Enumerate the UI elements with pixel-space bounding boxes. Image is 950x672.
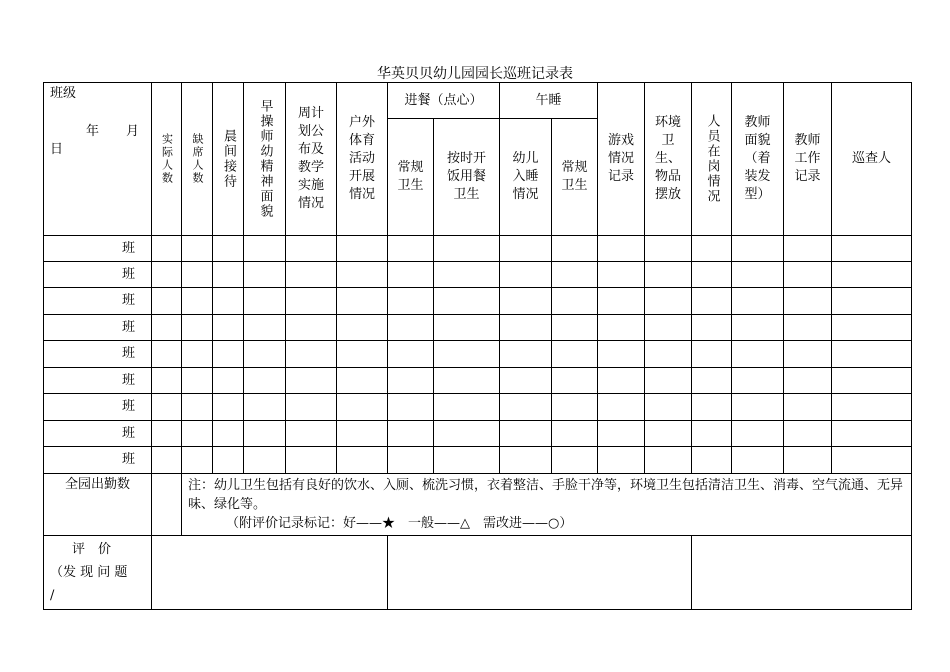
cell[interactable]: [182, 421, 213, 447]
cell[interactable]: [286, 288, 337, 315]
cell[interactable]: [244, 236, 286, 262]
cell[interactable]: [692, 368, 732, 394]
cell[interactable]: [552, 236, 598, 262]
cell[interactable]: [244, 421, 286, 447]
table-row: [44, 447, 912, 474]
cell[interactable]: [182, 236, 213, 262]
header-staff-on-duty: [692, 83, 732, 236]
cell[interactable]: [598, 288, 645, 315]
header-teacher-work-text: 教师工作记录: [794, 133, 821, 184]
cell[interactable]: [434, 262, 500, 288]
cell[interactable]: [213, 341, 244, 368]
cell[interactable]: [152, 394, 182, 421]
cell[interactable]: [337, 394, 388, 421]
header-teacher-appearance-text: 教师面貌（着装发型）: [744, 115, 771, 202]
evaluation-cell-1[interactable]: [152, 536, 388, 610]
header-actual-count: [152, 83, 182, 236]
cell[interactable]: [152, 315, 182, 341]
cell[interactable]: [645, 394, 692, 421]
header-morning-reception: [213, 83, 244, 236]
cell[interactable]: [552, 421, 598, 447]
note-text: 注：幼儿卫生包括有良好的饮水、入厕、梳洗习惯，衣着整洁、手脸干净等，环境卫生包括清洁卫生、消毒、空气流通、无异味、绿化等。: [188, 478, 904, 512]
class-row-label: 班: [44, 236, 152, 262]
cell[interactable]: [388, 341, 434, 368]
header-meal-hygiene-text: 常规卫生: [397, 160, 424, 193]
cell[interactable]: [434, 288, 500, 315]
header-nap-children: [500, 119, 552, 236]
cell[interactable]: [784, 447, 832, 474]
cell[interactable]: [598, 341, 645, 368]
cell[interactable]: [784, 368, 832, 394]
cell[interactable]: [732, 288, 784, 315]
cell[interactable]: [832, 447, 912, 474]
cell[interactable]: [552, 341, 598, 368]
class-row-label: 班: [44, 421, 152, 447]
cell[interactable]: [552, 262, 598, 288]
cell[interactable]: [552, 288, 598, 315]
cell[interactable]: [552, 368, 598, 394]
cell[interactable]: [244, 288, 286, 315]
cell[interactable]: [500, 315, 552, 341]
header-staff-on-duty-text: 人员在岗情况: [704, 114, 720, 204]
cell[interactable]: [645, 341, 692, 368]
cell[interactable]: [152, 262, 182, 288]
cell[interactable]: [500, 341, 552, 368]
cell[interactable]: [286, 236, 337, 262]
cell[interactable]: [732, 262, 784, 288]
cell[interactable]: [388, 421, 434, 447]
cell[interactable]: [244, 315, 286, 341]
cell[interactable]: [500, 421, 552, 447]
table-row: [44, 368, 912, 394]
cell[interactable]: [645, 236, 692, 262]
table-row: [44, 315, 912, 341]
cell[interactable]: [388, 447, 434, 474]
cell[interactable]: [832, 288, 912, 315]
cell[interactable]: [152, 421, 182, 447]
header-environment: [645, 83, 692, 236]
cell[interactable]: [434, 236, 500, 262]
table-row: [44, 236, 912, 262]
cell[interactable]: [182, 262, 213, 288]
header-meal-ontime-text: 按时开饭用餐卫生: [446, 151, 486, 202]
header-weekly-plan-text: 周计划公布及教学实施情况: [297, 106, 324, 211]
class-row-label: 班: [44, 394, 152, 421]
note-cell: [182, 474, 912, 536]
cell[interactable]: [388, 368, 434, 394]
cell[interactable]: [732, 315, 784, 341]
header-class-label: 班级: [50, 86, 77, 101]
cell[interactable]: [645, 315, 692, 341]
header-morning-reception-text: 晨间接待: [221, 129, 236, 189]
cell[interactable]: [784, 236, 832, 262]
cell[interactable]: [244, 394, 286, 421]
cell[interactable]: [337, 421, 388, 447]
cell[interactable]: [434, 421, 500, 447]
cell[interactable]: [784, 315, 832, 341]
cell[interactable]: [152, 341, 182, 368]
cell[interactable]: [182, 368, 213, 394]
cell[interactable]: [692, 262, 732, 288]
cell[interactable]: [434, 341, 500, 368]
cell[interactable]: [598, 368, 645, 394]
cell[interactable]: [832, 341, 912, 368]
header-actual-count-text: 实际人数: [160, 133, 174, 185]
header-absent-count-text: 缺席人数: [191, 133, 204, 185]
class-row-label: 班: [44, 315, 152, 341]
cell[interactable]: [286, 315, 337, 341]
cell[interactable]: [645, 288, 692, 315]
cell[interactable]: [244, 341, 286, 368]
cell[interactable]: [692, 394, 732, 421]
cell[interactable]: [337, 341, 388, 368]
cell[interactable]: [500, 394, 552, 421]
cell[interactable]: [213, 368, 244, 394]
cell[interactable]: [732, 368, 784, 394]
cell[interactable]: [182, 447, 213, 474]
header-weekly-plan: [286, 83, 337, 236]
cell[interactable]: [645, 262, 692, 288]
header-environment-text: 环境卫生、物品摆放: [654, 115, 681, 202]
cell[interactable]: [213, 236, 244, 262]
cell[interactable]: [692, 341, 732, 368]
cell[interactable]: [182, 315, 213, 341]
cell[interactable]: [732, 447, 784, 474]
cell[interactable]: [598, 262, 645, 288]
cell[interactable]: [286, 421, 337, 447]
cell[interactable]: [784, 421, 832, 447]
cell[interactable]: [337, 288, 388, 315]
cell[interactable]: [213, 262, 244, 288]
cell[interactable]: [732, 421, 784, 447]
cell[interactable]: [388, 262, 434, 288]
cell[interactable]: [692, 236, 732, 262]
cell[interactable]: [692, 315, 732, 341]
table-row: [44, 421, 912, 447]
cell[interactable]: [152, 288, 182, 315]
cell[interactable]: [500, 236, 552, 262]
cell[interactable]: [692, 288, 732, 315]
cell[interactable]: [552, 315, 598, 341]
cell[interactable]: [832, 368, 912, 394]
header-teacher-appearance: [732, 83, 784, 236]
cell[interactable]: [388, 315, 434, 341]
cell[interactable]: [213, 315, 244, 341]
cell[interactable]: [784, 341, 832, 368]
header-teacher-work: [784, 83, 832, 236]
cell[interactable]: [388, 394, 434, 421]
cell[interactable]: [286, 447, 337, 474]
header-nap-children-text: 幼儿入睡情况: [512, 151, 539, 202]
header-game-text: 游戏情况记录: [607, 133, 634, 184]
cell[interactable]: [598, 394, 645, 421]
cell[interactable]: [434, 447, 500, 474]
cell[interactable]: [832, 236, 912, 262]
cell[interactable]: [434, 315, 500, 341]
cell[interactable]: [337, 262, 388, 288]
header-meal-hygiene: [388, 119, 434, 236]
cell[interactable]: [152, 447, 182, 474]
cell[interactable]: [213, 394, 244, 421]
cell[interactable]: [337, 236, 388, 262]
cell[interactable]: [182, 288, 213, 315]
class-row-label: 班: [44, 368, 152, 394]
cell[interactable]: [286, 262, 337, 288]
cell[interactable]: [337, 315, 388, 341]
cell[interactable]: [244, 368, 286, 394]
cell[interactable]: [337, 447, 388, 474]
cell[interactable]: [286, 368, 337, 394]
cell[interactable]: [500, 368, 552, 394]
cell[interactable]: [784, 394, 832, 421]
cell[interactable]: [552, 394, 598, 421]
cell[interactable]: [784, 262, 832, 288]
cell[interactable]: [645, 421, 692, 447]
cell[interactable]: [434, 368, 500, 394]
table-row: [44, 341, 912, 368]
header-day-label: 日: [50, 142, 64, 157]
cell[interactable]: [337, 368, 388, 394]
cell[interactable]: [552, 447, 598, 474]
cell[interactable]: [500, 262, 552, 288]
evaluation-label-line2: （发 现 问 题: [50, 565, 128, 580]
header-meal-group: 进餐（点心）: [388, 83, 500, 119]
cell[interactable]: [598, 421, 645, 447]
table-row: [44, 394, 912, 421]
evaluation-label: [44, 536, 152, 610]
cell[interactable]: [213, 447, 244, 474]
cell[interactable]: [182, 394, 213, 421]
cell[interactable]: [832, 262, 912, 288]
cell[interactable]: [152, 368, 182, 394]
header-month-label: 月: [125, 124, 139, 139]
cell[interactable]: [598, 315, 645, 341]
cell[interactable]: [645, 447, 692, 474]
evaluation-cell-3[interactable]: [692, 536, 912, 610]
header-nap-group: 午睡: [500, 83, 598, 119]
header-morning-exercise-text: 早操师幼精神面貌: [257, 99, 273, 219]
cell[interactable]: [286, 341, 337, 368]
cell[interactable]: [598, 447, 645, 474]
cell[interactable]: [182, 341, 213, 368]
evaluation-label-line3: /: [50, 588, 55, 603]
cell[interactable]: [692, 447, 732, 474]
class-row-label: 班: [44, 288, 152, 315]
attendance-label: 全园出勤数: [44, 474, 152, 536]
cell[interactable]: [500, 447, 552, 474]
class-row-label: 班: [44, 341, 152, 368]
cell[interactable]: [213, 288, 244, 315]
cell[interactable]: [732, 394, 784, 421]
header-absent-count: [182, 83, 213, 236]
header-nap-hygiene-text: 常规卫生: [561, 160, 588, 193]
cell[interactable]: [388, 288, 434, 315]
header-meal-ontime: [434, 119, 500, 236]
cell[interactable]: [244, 262, 286, 288]
attendance-value[interactable]: [152, 474, 182, 536]
cell[interactable]: [692, 421, 732, 447]
cell[interactable]: [732, 341, 784, 368]
cell[interactable]: [286, 394, 337, 421]
cell[interactable]: [784, 288, 832, 315]
header-game: [598, 83, 645, 236]
header-class-date: [44, 83, 152, 236]
class-row-label: 班: [44, 262, 152, 288]
rating-legend: （附评价记录标记：好——★ 一般——△ 需改进——○）: [226, 516, 573, 531]
cell[interactable]: [388, 236, 434, 262]
cell[interactable]: [244, 447, 286, 474]
page-title: 华英贝贝幼儿园园长巡班记录表: [377, 66, 573, 82]
cell[interactable]: [500, 288, 552, 315]
cell[interactable]: [832, 315, 912, 341]
header-outdoor-sports: [337, 83, 388, 236]
header-outdoor-sports-text: 户外体育活动开展情况: [348, 115, 375, 202]
evaluation-cell-2[interactable]: [388, 536, 692, 610]
header-inspector: 巡查人: [832, 83, 912, 236]
class-row-label: 班: [44, 447, 152, 474]
cell[interactable]: [213, 421, 244, 447]
cell[interactable]: [732, 236, 784, 262]
cell[interactable]: [598, 236, 645, 262]
cell[interactable]: [832, 394, 912, 421]
inspection-table: [43, 82, 912, 610]
cell[interactable]: [645, 368, 692, 394]
evaluation-label-line1: 评 价: [72, 542, 112, 557]
table-row: [44, 288, 912, 315]
cell[interactable]: [832, 421, 912, 447]
table-row: [44, 262, 912, 288]
cell[interactable]: [152, 236, 182, 262]
header-morning-exercise: [244, 83, 286, 236]
header-year-label: 年: [86, 124, 100, 139]
header-nap-hygiene: [552, 119, 598, 236]
cell[interactable]: [434, 394, 500, 421]
